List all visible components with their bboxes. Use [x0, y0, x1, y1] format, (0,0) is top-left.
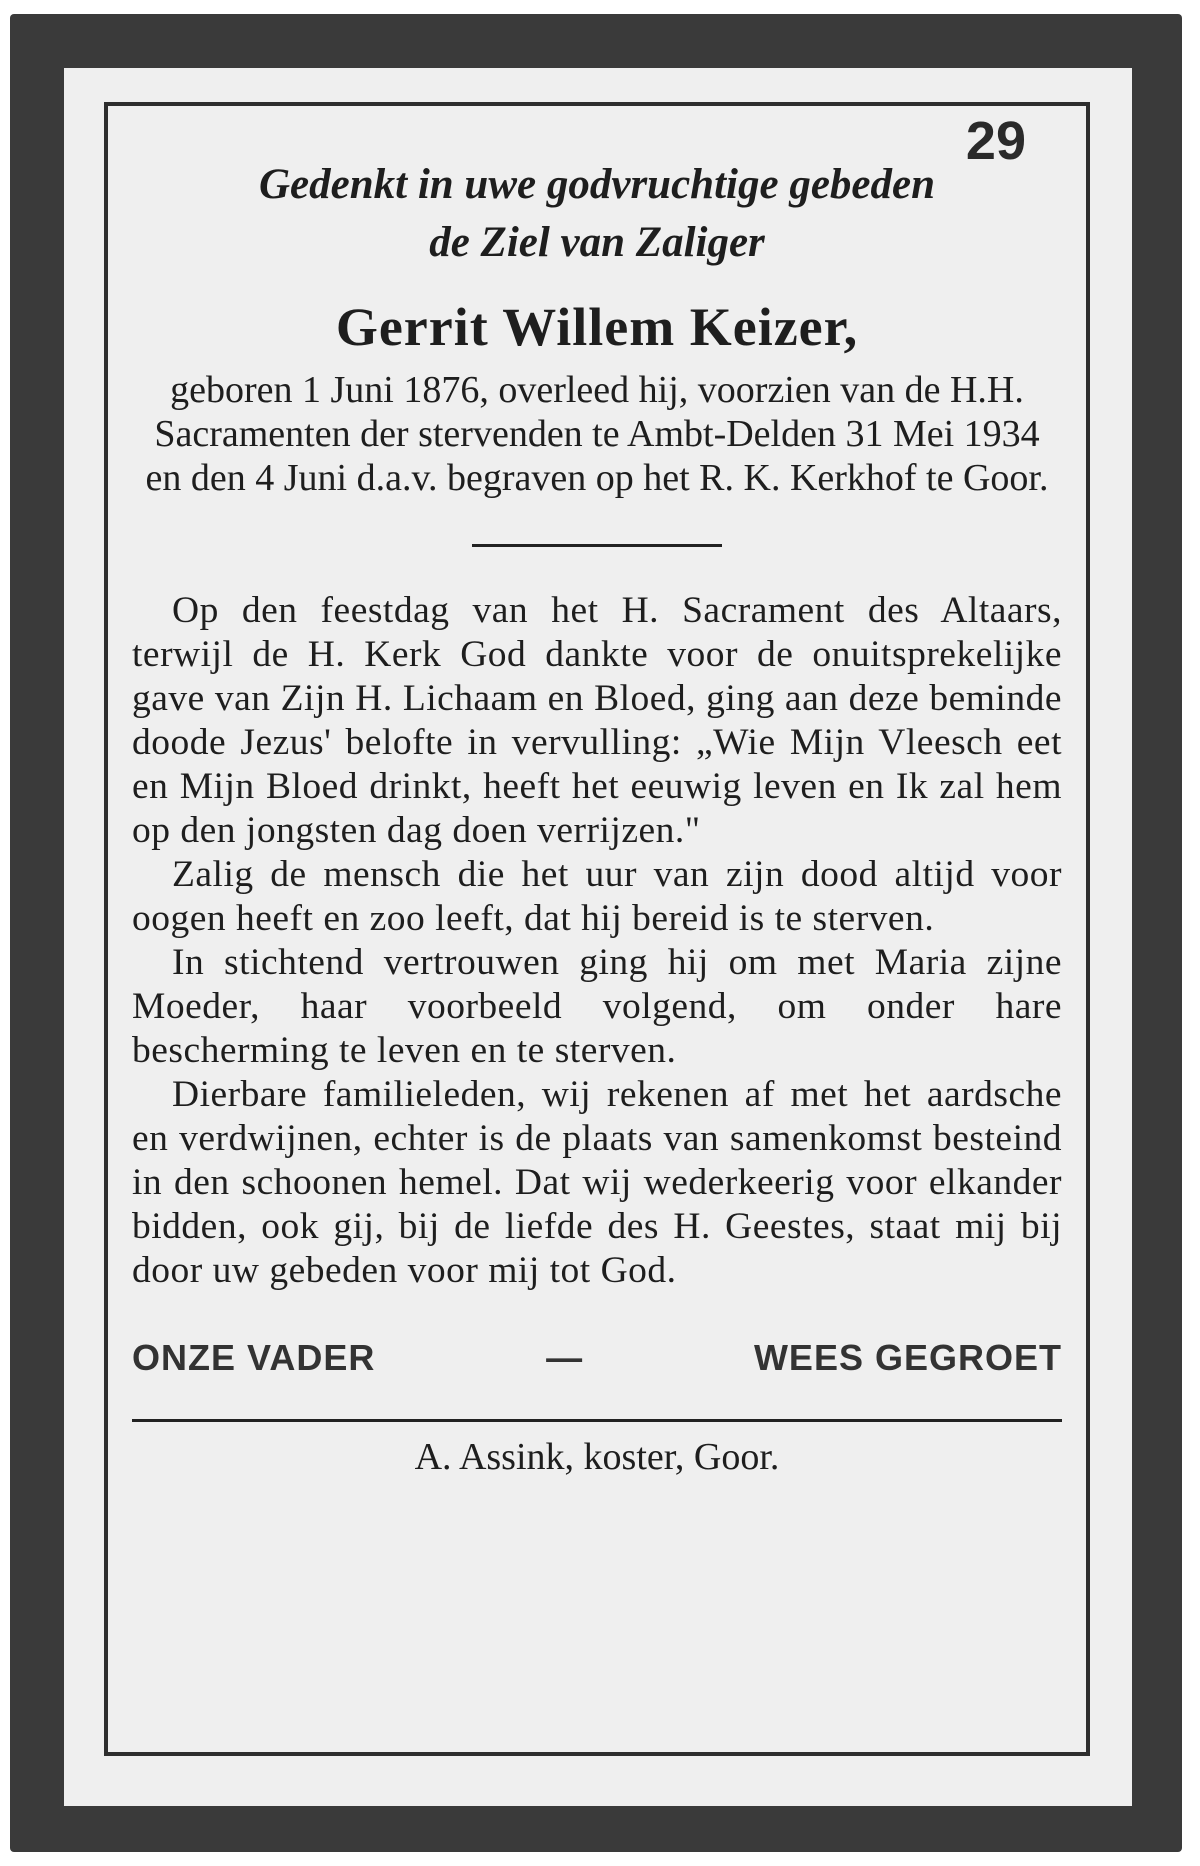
prayer-separator: —	[546, 1337, 584, 1378]
card-content	[132, 156, 1062, 1480]
card-border-frame	[104, 102, 1090, 1756]
short-divider	[472, 544, 722, 547]
memorial-card	[10, 14, 1182, 1852]
biography-text: geboren 1 Juni 1876, overleed hij, voorzien van de H.H. Sacramenten der stervenden te Ambt-Delden 31 Mei 1934 en den 4 Juni d.a.v. begraven op het R. K. Kerkhof te Goor.	[145, 369, 1049, 499]
card-paper	[64, 68, 1132, 1806]
intro-line-2: de Ziel van Zaliger	[429, 219, 765, 266]
deceased-name: Gerrit Willem Keizer,	[335, 297, 859, 357]
prayer-our-father: ONZE VADER	[132, 1337, 376, 1378]
card-number: 29	[965, 111, 1026, 171]
intro-text	[132, 156, 1062, 272]
printer-credit: A. Assink, koster, Goor.	[414, 1436, 780, 1478]
paragraph: Op den feestdag van het H. Sacrament des Altaars, terwijl de H. Kerk God dankte voor de onuitsprekelijke gave van Zijn H. Lichaam en Bloed, ging aan deze beminde doode Jezus' belofte in vervulling: „Wie Mijn Vleesch eet en Mijn Bloed drinkt, heeft het eeuwig leven en Ik zal hem op den jongsten dag doen verrijzen."	[132, 590, 1062, 851]
paragraph: Zalig de mensch die het uur van zijn dood altijd voor oogen heeft en zoo leeft, dat hij bereid is te sterven.	[132, 854, 1062, 939]
prayer-line	[132, 1337, 1062, 1379]
paragraph: In stichtend vertrouwen ging hij om met Maria zijne Moeder, haar voorbeeld volgend, om onder hare bescherming te leven en te sterven.	[132, 942, 1062, 1071]
intro-line-1: Gedenkt in uwe godvruchtige gebeden	[258, 161, 935, 208]
paragraph: Dierbare familieleden, wij rekenen af met het aardsche en verdwijnen, echter is de plaats van samenkomst besteind in den schoonen hemel. Dat wij wederkeerig voor elkander bidden, ook gij, bij de liefde des H. Geestes, staat mij bij door uw gebeden voor mij tot God.	[132, 1074, 1062, 1291]
prayer-hail-mary: WEES GEGROET	[753, 1337, 1062, 1378]
long-divider	[132, 1419, 1062, 1422]
